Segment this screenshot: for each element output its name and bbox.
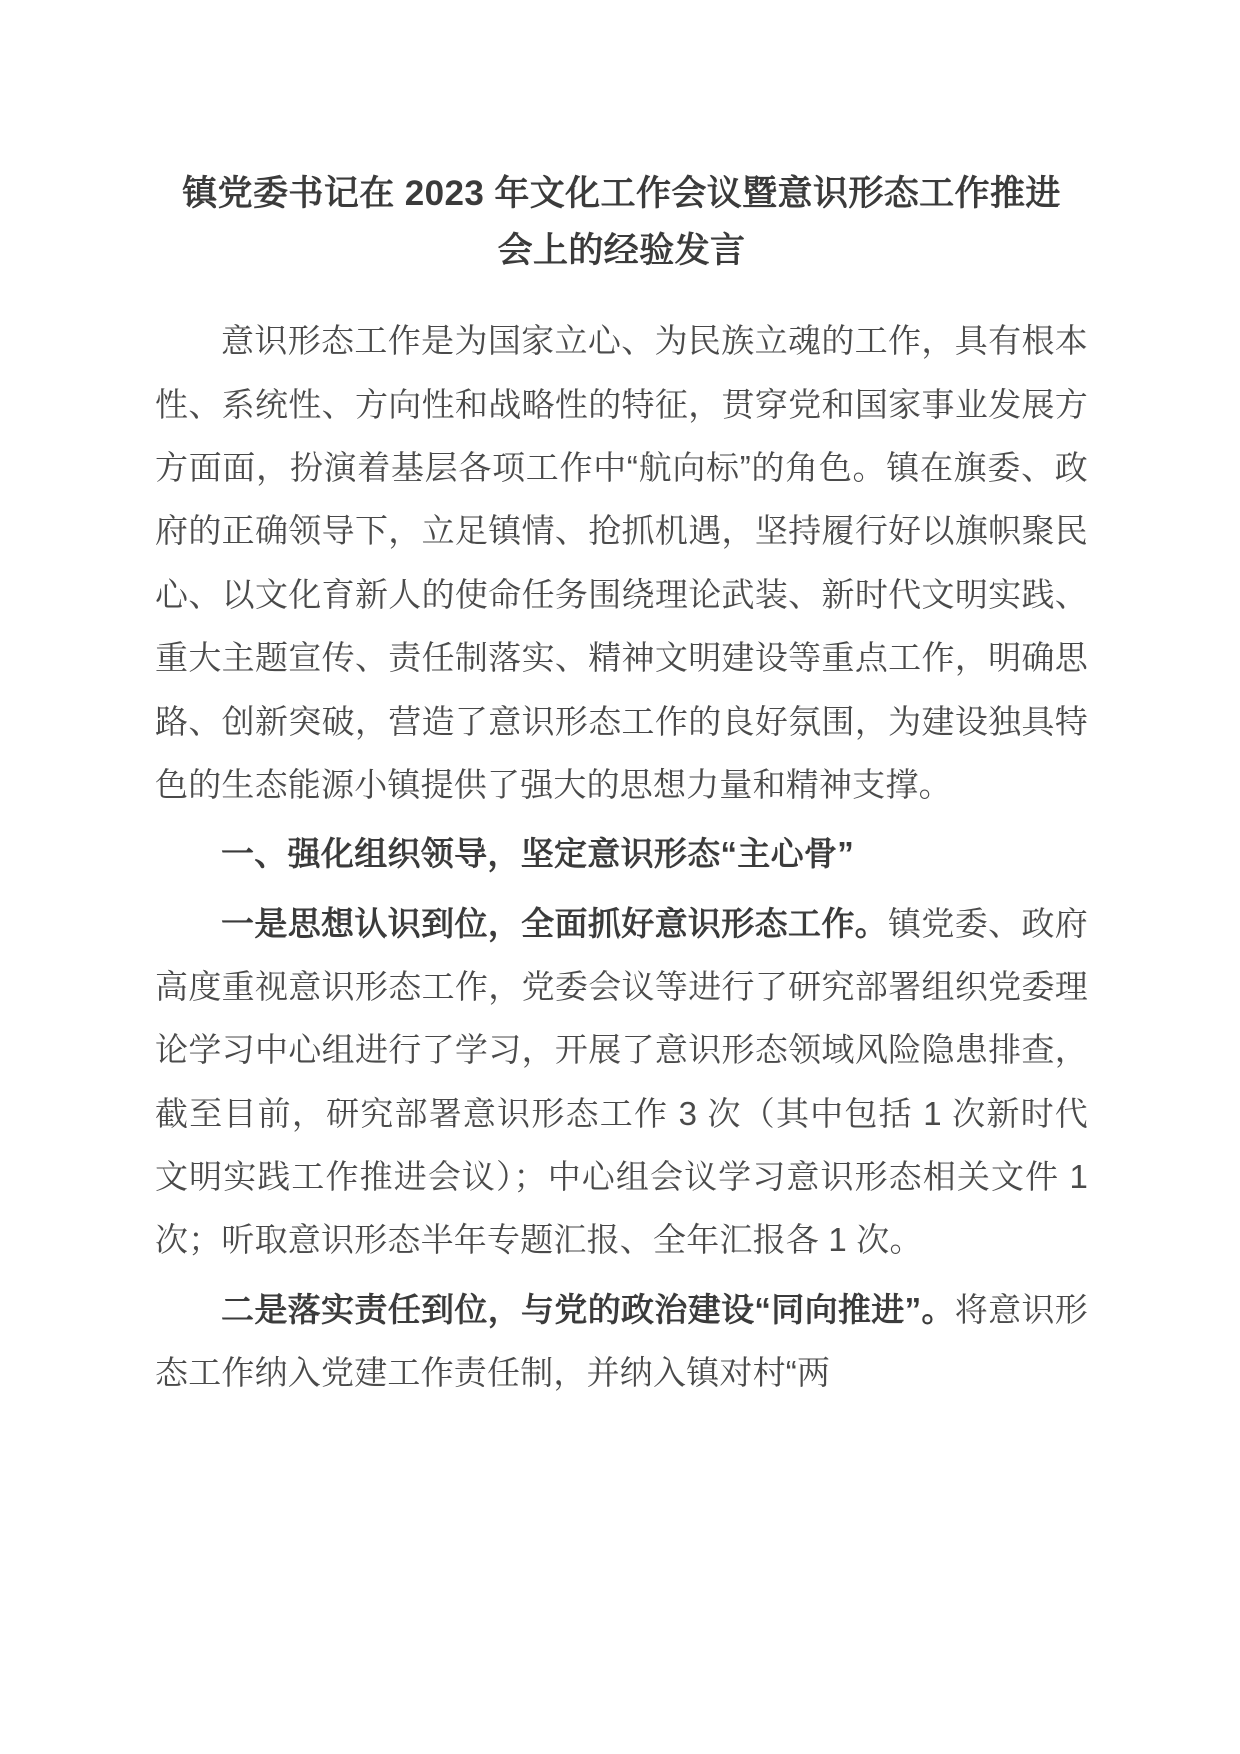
point-two-paragraph bbox=[155, 1278, 1088, 1405]
section-one-heading: 一、强化组织领导，坚定意识形态“主心骨” bbox=[221, 835, 854, 873]
point-two-body: 将意识形态工作纳入党建工作责任制，并纳入镇对村“两 bbox=[155, 1290, 1088, 1392]
page-title-line-2: 会上的经验发言 bbox=[497, 230, 746, 270]
page-title-line-1: 镇党委书记在 2023 年文化工作会议暨意识形态工作推进 bbox=[182, 174, 1061, 213]
page-title bbox=[155, 166, 1088, 279]
point-one-body: 镇党委、政府高度重视意识形态工作，党委会议等进行了研究部署组织党委理论学习中心组进行了学习，开展了意识形态领域风险隐患排查，截至目前，研究部署意识形态工作 3 次（其中包括 1 次新时代文明实践工作推进会议）；中心组会议学习意识形态相关文件 1 次；听取意识形态半年专题汇报、全年汇报各 1 次。 bbox=[155, 904, 1089, 1259]
point-two-lead: 二是落实责任到位，与党的政治建设“同向推进”。 bbox=[221, 1290, 955, 1328]
point-one-lead: 一是思想认识到位，全面抓好意识形态工作。 bbox=[221, 904, 889, 942]
point-one-paragraph bbox=[155, 892, 1088, 1272]
intro-paragraph: 意识形态工作是为国家立心、为民族立魂的工作，具有根本性、系统性、方向性和战略性的特征，贯穿党和国家事业发展方方面面，扮演着基层各项工作中“航向标”的角色。镇在旗委、政府的正确领导下，立足镇情、抢抓机遇，坚持履行好以旗帜聚民心、以文化育新人的使命任务围绕理论武装、新时代文明实践、重大主题宣传、责任制落实、精神文明建设等重点工作，明确思路、创新突破，营造了意识形态工作的良好氛围，为建设独具特色的生态能源小镇提供了强大的思想力量和精神支撑。 bbox=[155, 322, 1088, 803]
